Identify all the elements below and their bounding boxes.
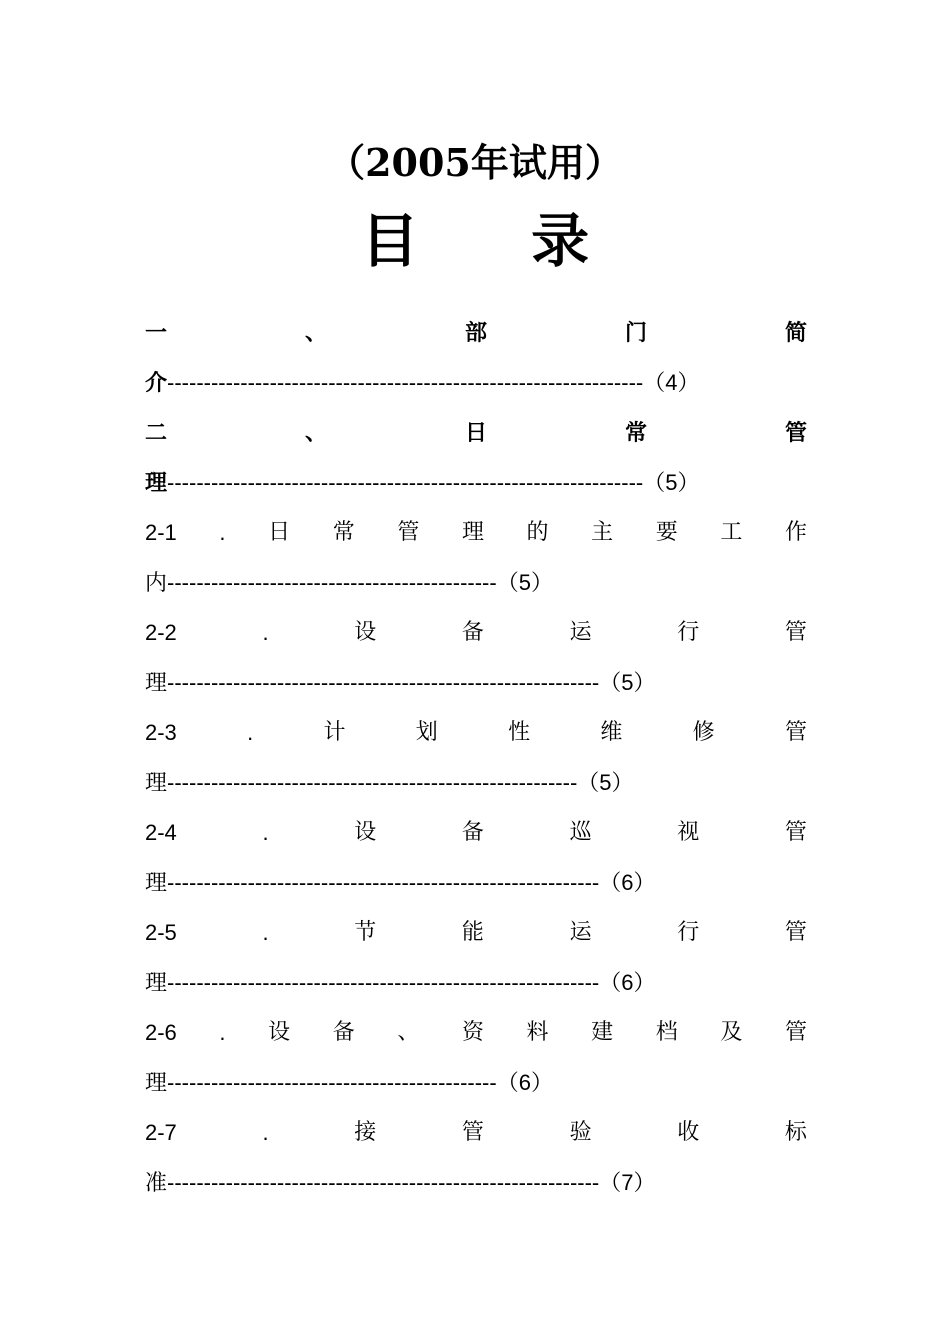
toc-entry-text: 、 — [397, 1020, 420, 1045]
toc-entry-text: 设 — [354, 620, 377, 645]
toc-entry-text: 管 — [784, 920, 807, 945]
document-subtitle: （2005年试用） — [327, 140, 623, 185]
toc-entry-text: 备 — [461, 620, 484, 645]
toc-entry-text: 巡 — [569, 820, 592, 845]
toc-entry-text: 建 — [591, 1020, 614, 1045]
toc-entry-text: . — [262, 620, 269, 645]
toc-entry-text: 2-6 — [145, 1020, 177, 1045]
toc-entry-text: . — [219, 520, 226, 545]
toc-entry-text: 修 — [692, 720, 715, 745]
toc-entry-text: 管 — [461, 1120, 484, 1145]
toc-entry-text: 的 — [526, 520, 549, 545]
toc-entry-heading-line — [145, 708, 807, 758]
toc-entry-text: 日 — [268, 520, 291, 545]
toc-entry-leader-line — [145, 358, 807, 408]
toc-entry-text: 、 — [304, 320, 327, 346]
toc-entry-heading-line — [145, 508, 807, 558]
toc-dot-leader: ----------------------------------------------------------------- — [167, 370, 644, 395]
toc-entry-text: . — [262, 1120, 269, 1145]
toc-entry-tail: 准 — [145, 1171, 168, 1196]
toc-entry-tail: 理 — [145, 470, 168, 496]
toc-dot-leader: ----------------------------------------------------------------- — [167, 470, 644, 495]
table-of-contents — [145, 308, 807, 1208]
toc-entry-text: 要 — [655, 520, 678, 545]
toc-entry-text: 简 — [784, 320, 807, 346]
toc-entry-heading-line — [145, 1008, 807, 1058]
toc-dot-leader: ----------------------------------------------------------- — [167, 1170, 600, 1195]
toc-page-number: （4） — [643, 370, 700, 395]
toc-entry-leader-line — [145, 1058, 807, 1108]
toc-entry-text: . — [219, 1020, 226, 1045]
toc-entry-text: 2-1 — [145, 520, 177, 545]
toc-entry-leader-line — [145, 458, 807, 508]
toc-dot-leader: ----------------------------------------------------------- — [167, 670, 600, 695]
toc-dot-leader: -------------------------------------------------------- — [167, 770, 578, 795]
toc-entry-text: 运 — [569, 620, 592, 645]
toc-page-number: （5） — [599, 670, 656, 695]
toc-entry-text: 计 — [323, 720, 346, 745]
toc-entry-text: 行 — [677, 620, 700, 645]
toc-entry-heading-line — [145, 808, 807, 858]
toc-page-number: （6） — [496, 1070, 553, 1095]
toc-entry-tail: 理 — [145, 971, 168, 996]
toc-entry-text: 管 — [784, 720, 807, 745]
toc-entry-text: 料 — [526, 1020, 549, 1045]
toc-entry-text: 2-7 — [145, 1120, 177, 1145]
toc-entry-text: 节 — [354, 920, 377, 945]
toc-entry-text: 能 — [461, 920, 484, 945]
toc-entry-text: 2-5 — [145, 920, 177, 945]
toc-entry-tail: 理 — [145, 1071, 168, 1096]
toc-entry-text: 管 — [784, 420, 807, 446]
toc-page-number: （5） — [577, 770, 634, 795]
toc-entry-text: 性 — [508, 720, 531, 745]
toc-entry-text: 划 — [415, 720, 438, 745]
toc-entry-text: 门 — [624, 320, 647, 346]
document-title: 目 录 — [360, 207, 636, 275]
toc-entry-text: 日 — [464, 420, 487, 446]
toc-entry-tail: 理 — [145, 871, 168, 896]
toc-entry-leader-line — [145, 858, 807, 908]
toc-entry-tail: 理 — [145, 771, 168, 796]
toc-entry-tail: 内 — [145, 571, 168, 596]
toc-entry-text: 2-2 — [145, 620, 177, 645]
toc-entry-text: 档 — [655, 1020, 678, 1045]
toc-entry-text: 管 — [784, 1020, 807, 1045]
toc-entry-heading-line — [145, 908, 807, 958]
toc-entry-text: 常 — [332, 520, 355, 545]
toc-entry-text: 标 — [784, 1120, 807, 1145]
toc-entry-text: 一 — [145, 320, 168, 346]
toc-entry-text: 验 — [569, 1120, 592, 1145]
toc-page-number: （5） — [496, 570, 553, 595]
toc-entry-text: 部 — [464, 320, 487, 346]
toc-entry-text: 管 — [397, 520, 420, 545]
toc-entry-text: 二 — [145, 420, 168, 446]
toc-entry-text: 设 — [354, 820, 377, 845]
toc-entry-text: 运 — [569, 920, 592, 945]
toc-entry-text: 主 — [591, 520, 614, 545]
toc-entry-leader-line — [145, 958, 807, 1008]
toc-entry-text: 维 — [600, 720, 623, 745]
toc-entry-text: 2-3 — [145, 720, 177, 745]
toc-entry-text: 接 — [354, 1120, 377, 1145]
toc-entry-text: 收 — [677, 1120, 700, 1145]
toc-entry-text: . — [262, 920, 269, 945]
toc-entry-tail: 理 — [145, 671, 168, 696]
toc-page-number: （6） — [599, 970, 656, 995]
toc-page-number: （7） — [599, 1170, 656, 1195]
toc-entry-text: 2-4 — [145, 820, 177, 845]
toc-entry-heading-line — [145, 1108, 807, 1158]
toc-entry-heading-line — [145, 608, 807, 658]
toc-entry-heading-line — [145, 308, 807, 358]
toc-entry-text: 理 — [461, 520, 484, 545]
toc-dot-leader: --------------------------------------------- — [167, 1070, 497, 1095]
toc-page-number: （6） — [599, 870, 656, 895]
toc-page-number: （5） — [643, 470, 700, 495]
toc-dot-leader: ----------------------------------------------------------- — [167, 970, 600, 995]
toc-entry-text: 、 — [304, 420, 327, 446]
toc-entry-text: 备 — [461, 820, 484, 845]
toc-entry-text: . — [262, 820, 269, 845]
toc-entry-text: 作 — [784, 520, 807, 545]
toc-dot-leader: --------------------------------------------- — [167, 570, 497, 595]
toc-entry-text: . — [247, 720, 254, 745]
toc-entry-leader-line — [145, 1158, 807, 1208]
toc-entry-text: 备 — [332, 1020, 355, 1045]
toc-entry-text: 及 — [720, 1020, 743, 1045]
toc-entry-text: 行 — [677, 920, 700, 945]
toc-entry-heading-line — [145, 408, 807, 458]
toc-dot-leader: ----------------------------------------------------------- — [167, 870, 600, 895]
toc-entry-text: 常 — [624, 420, 647, 446]
toc-entry-leader-line — [145, 558, 807, 608]
toc-entry-text: 管 — [784, 820, 807, 845]
toc-entry-tail: 介 — [145, 370, 168, 396]
toc-entry-text: 资 — [461, 1020, 484, 1045]
toc-entry-leader-line — [145, 658, 807, 708]
toc-entry-leader-line — [145, 758, 807, 808]
toc-entry-text: 视 — [677, 820, 700, 845]
toc-entry-text: 工 — [720, 520, 743, 545]
toc-entry-text: 设 — [268, 1020, 291, 1045]
toc-entry-text: 管 — [784, 620, 807, 645]
